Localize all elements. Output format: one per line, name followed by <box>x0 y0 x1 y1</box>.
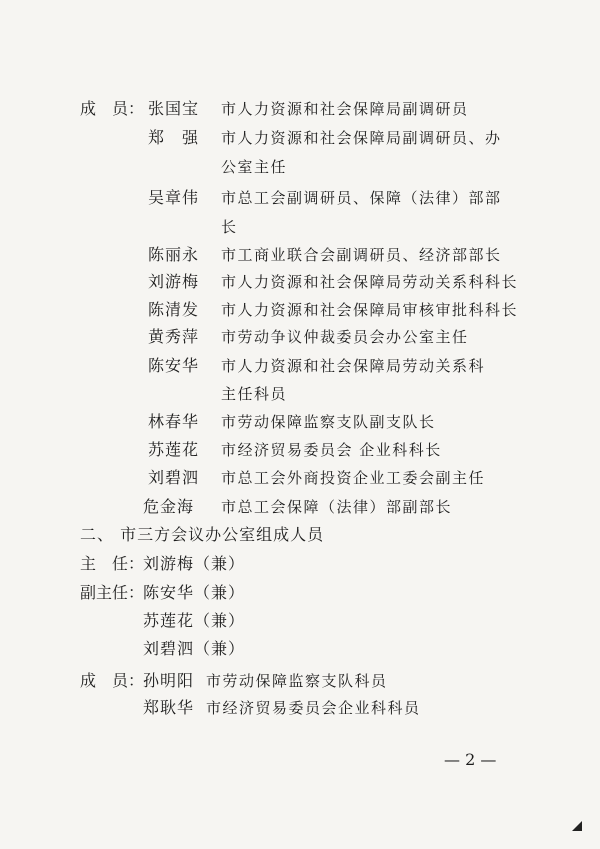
member-name: 陈丽永 <box>148 245 200 264</box>
member-name: 黄秀萍 <box>148 327 200 346</box>
office-member-name: 孙明阳 <box>143 671 195 690</box>
member-position: 市人力资源和社会保障局副调研员 <box>221 100 469 118</box>
deputy-label: 副主任： <box>80 583 145 602</box>
deputy-name: 苏莲花（兼） <box>143 611 246 630</box>
member-position: 市总工会副调研员、保障（法律）部部 <box>221 189 502 207</box>
office-member-name: 郑耿华 <box>143 698 195 717</box>
member-position: 市人力资源和社会保障局劳动关系科科长 <box>221 273 519 291</box>
director-name: 刘游梅（兼） <box>143 554 246 573</box>
deputy-name: 陈安华（兼） <box>143 583 246 602</box>
member-name: 危金海 <box>143 497 195 516</box>
corner-mark-icon <box>572 821 582 831</box>
member-position-cont: 公室主任 <box>221 158 288 176</box>
member-position: 市总工会外商投资企业工委会副主任 <box>221 469 486 487</box>
member-position: 市劳动争议仲裁委员会办公室主任 <box>221 328 469 346</box>
member-name: 陈清发 <box>148 300 200 319</box>
member-position: 市人力资源和社会保障局劳动关系科 <box>221 357 486 375</box>
members-label: 成 员： <box>80 99 145 118</box>
director-label: 主 任： <box>80 554 145 573</box>
member-name: 郑 强 <box>148 128 200 147</box>
member-name: 吴章伟 <box>148 188 200 207</box>
member-position-cont: 长 <box>221 218 238 236</box>
member-name: 刘游梅 <box>148 272 200 291</box>
member-position: 市工商业联合会副调研员、经济部部长 <box>221 246 502 264</box>
member-position: 市经济贸易委员会 企业科科长 <box>221 441 442 459</box>
member-name: 林春华 <box>148 412 200 431</box>
member-name: 陈安华 <box>148 356 200 375</box>
section-heading: 二、 市三方会议办公室组成人员 <box>80 525 325 544</box>
member-name: 苏莲花 <box>148 440 200 459</box>
office-member-position: 市劳动保障监察支队科员 <box>206 672 388 690</box>
member-position-cont: 主任科员 <box>221 385 288 403</box>
member-position: 市人力资源和社会保障局审核审批科科长 <box>221 301 519 319</box>
member-name: 张国宝 <box>148 99 200 118</box>
office-member-position: 市经济贸易委员会企业科科员 <box>206 699 421 717</box>
office-members-label: 成 员： <box>80 671 145 690</box>
member-position: 市劳动保障监察支队副支队长 <box>221 413 436 431</box>
deputy-name: 刘碧泗（兼） <box>143 639 246 658</box>
member-name: 刘碧泗 <box>148 468 200 487</box>
member-position: 市总工会保障（法律）部副部长 <box>221 498 453 516</box>
page-number: — 2 — <box>444 750 497 769</box>
member-position: 市人力资源和社会保障局副调研员、办 <box>221 129 502 147</box>
